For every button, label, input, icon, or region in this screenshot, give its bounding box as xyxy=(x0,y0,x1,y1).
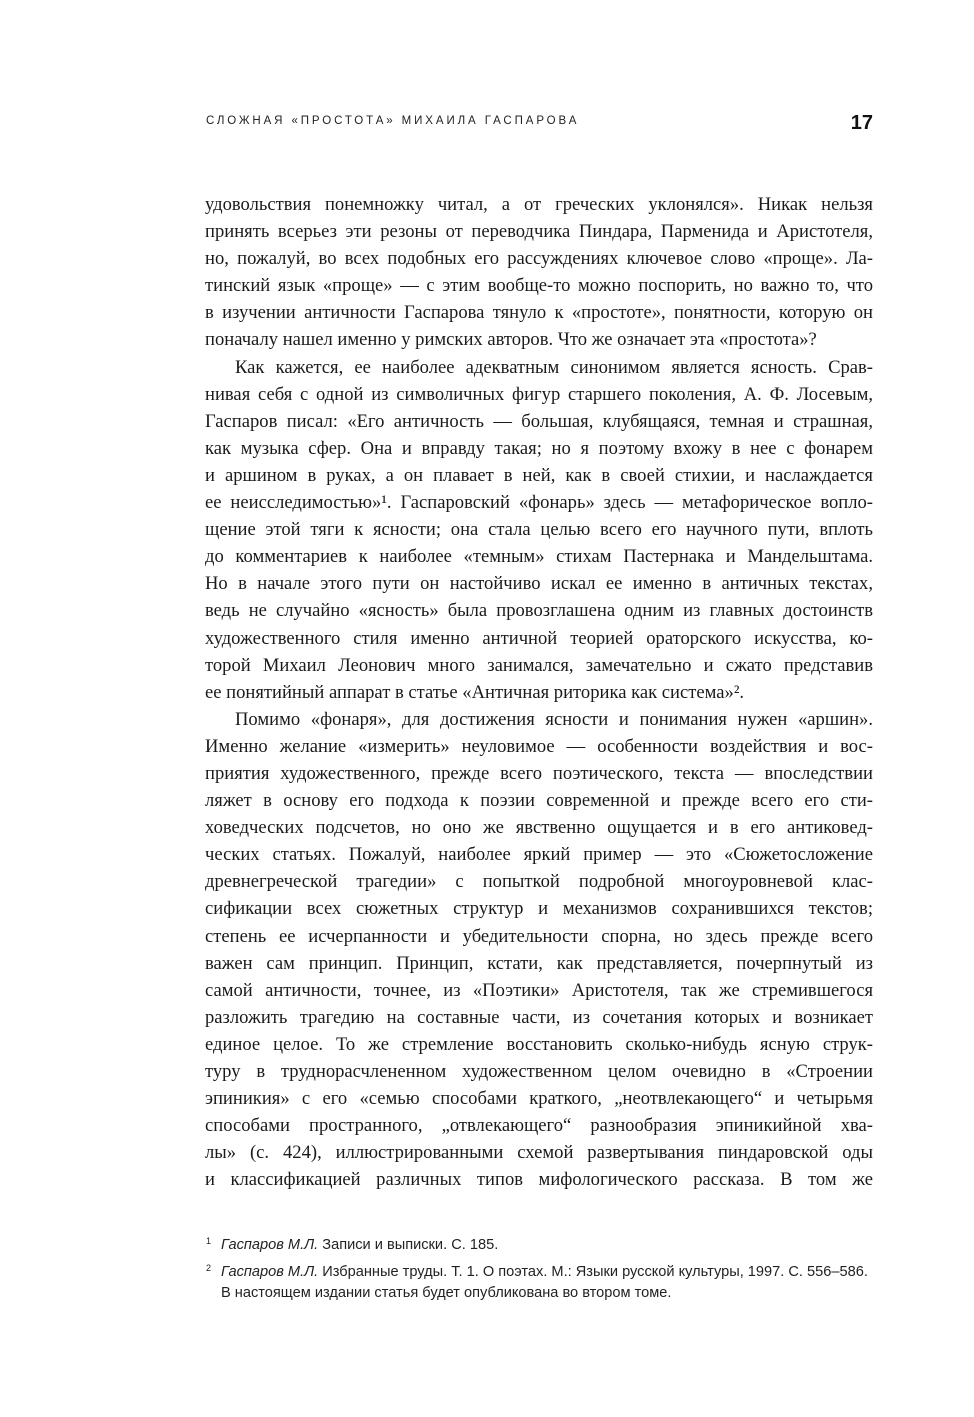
body-text xyxy=(205,191,873,1193)
text-line: древнегреческой трагедии» с попыткой подробной многоуровневой клас- xyxy=(205,871,873,893)
text-line: Гаспаров писал: «Его античность — большая, клубящаяся, темная и страшная, xyxy=(205,410,873,432)
text-line: ее понятийный аппарат в статье «Античная риторика как система»². xyxy=(205,681,745,703)
text-line: щение этой тяги к ясности; она стала целью всего его научного пути, вплоть xyxy=(205,519,873,541)
paragraph xyxy=(205,706,873,1194)
text-line: до комментариев к наиболее «темным» стихам Пастернака и Мандельштама. xyxy=(205,546,873,568)
footnotes xyxy=(205,1235,875,1310)
text-line: и классификацией различных типов мифологического рассказа. В том же xyxy=(205,1169,873,1191)
footnote-text: Записи и выписки. С. 185. xyxy=(318,1237,499,1253)
text-line: принять всерьез эти резоны от переводчика Пиндара, Парменида и Аристотеля, xyxy=(205,221,873,243)
footnote-1 xyxy=(205,1235,875,1256)
text-line: удовольствия понемножку читал, а от греческих уклонялся». Никак нельзя xyxy=(205,194,873,215)
footnote-number: 1 xyxy=(206,1236,212,1246)
footnote-number: 2 xyxy=(206,1263,212,1273)
text-line: Как кажется, ее наиболее адекватным синонимом является ясность. Срав- xyxy=(235,356,873,378)
text-line: сификации всех сюжетных структур и механизмов сохранившихся текстов; xyxy=(205,898,873,920)
text-line: в изучении античности Гаспарова тянуло к «простоте», понятности, которую он xyxy=(205,302,873,324)
paragraph xyxy=(205,191,873,354)
text-line: степень ее исчерпанности и убедительности спорна, но здесь прежде всего xyxy=(205,925,873,947)
text-line: лы» (с. 424), иллюстрированными схемой развертывания пиндаровской оды xyxy=(205,1142,873,1164)
text-line: и аршином в руках, а он плавает в ней, как в своей стихии, и наслаждается xyxy=(205,464,873,486)
text-line: нивая себя с одной из символичных фигур старшего поколения, А. Ф. Лосевым, xyxy=(205,383,873,405)
text-line: ее неисследимостью»¹. Гаспаровский «фонарь» здесь — метафорическое вопло- xyxy=(205,492,873,514)
text-line: приятия художественного, прежде всего поэтического, текста — впоследствии xyxy=(205,762,873,784)
text-line: ческих статьях. Пожалуй, наиболее яркий пример — это «Сюжетосложение xyxy=(205,844,873,866)
text-line: тинский язык «проще» — с этим вообще-то можно поспорить, но важно то, что xyxy=(205,275,873,297)
text-line: Именно желание «измерить» неуловимое — особенности воздействия и вос- xyxy=(205,735,873,757)
text-line: важен сам принцип. Принцип, кстати, как представляется, почерпнутый из xyxy=(205,952,873,974)
footnote-author: Гаспаров М.Л. xyxy=(221,1264,319,1280)
text-line: торой Михаил Леонович много занимался, замечательно и сжато представив xyxy=(205,654,873,676)
page-number: 17 xyxy=(850,112,873,134)
text-line: единое целое. То же стремление восстановить сколько-нибудь ясную струк- xyxy=(205,1033,873,1055)
paragraph xyxy=(205,354,873,706)
text-line: эпиникия» с его «семью способами краткого, „неотвлекающего“ и четырьмя xyxy=(205,1088,873,1110)
text-line: ляжет в основу его подхода к поэзии современной и прежде всего его сти- xyxy=(205,790,873,812)
running-title: СЛОЖНАЯ «ПРОСТОТА» МИХАИЛА ГАСПАРОВА xyxy=(206,115,580,127)
text-line: самой античности, точнее, из «Поэтики» Аристотеля, так же стремившегося xyxy=(205,979,873,1001)
text-line: способами пространного, „отвлекающего“ разнообразия эпиникийной хва- xyxy=(205,1115,873,1137)
footnote-2 xyxy=(205,1262,875,1304)
text-line: как музыка сфер. Она и вправду такая; но я поэтому вхожу в нее с фонарем xyxy=(205,437,873,459)
text-line: туру в труднорасчлененном художественном целом очевидно в «Строении xyxy=(205,1061,873,1082)
text-line: ведь не случайно «ясность» была провозглашена одним из главных достоинств xyxy=(205,600,873,622)
text-line: поначалу нашел именно у римских авторов. Что же означает эта «простота»? xyxy=(205,329,817,351)
footnote-author: Гаспаров М.Л. xyxy=(221,1237,319,1253)
text-line: Но в начале этого пути он настойчиво искал ее именно в античных текстах, xyxy=(205,573,873,595)
footnote-text: Избранные труды. Т. 1. О поэтах. М.: Языки русской культуры, 1997. С. 556–586. В настоящем издании статья будет опубликована во втором томе. xyxy=(221,1264,868,1301)
text-line: ховедческих подсчетов, но оно же явственно ощущается и в его антиковед- xyxy=(205,817,873,839)
text-line: но, пожалуй, во всех подобных его рассуждениях ключевое слово «проще». Ла- xyxy=(205,248,873,270)
text-line: Помимо «фонаря», для достижения ясности и понимания нужен «аршин». xyxy=(235,708,873,730)
text-line: разложить трагедию на составные части, из сочетания которых и возникает xyxy=(205,1006,873,1028)
text-line: художественного стиля именно античной теорией ораторского искусства, ко- xyxy=(205,627,873,649)
